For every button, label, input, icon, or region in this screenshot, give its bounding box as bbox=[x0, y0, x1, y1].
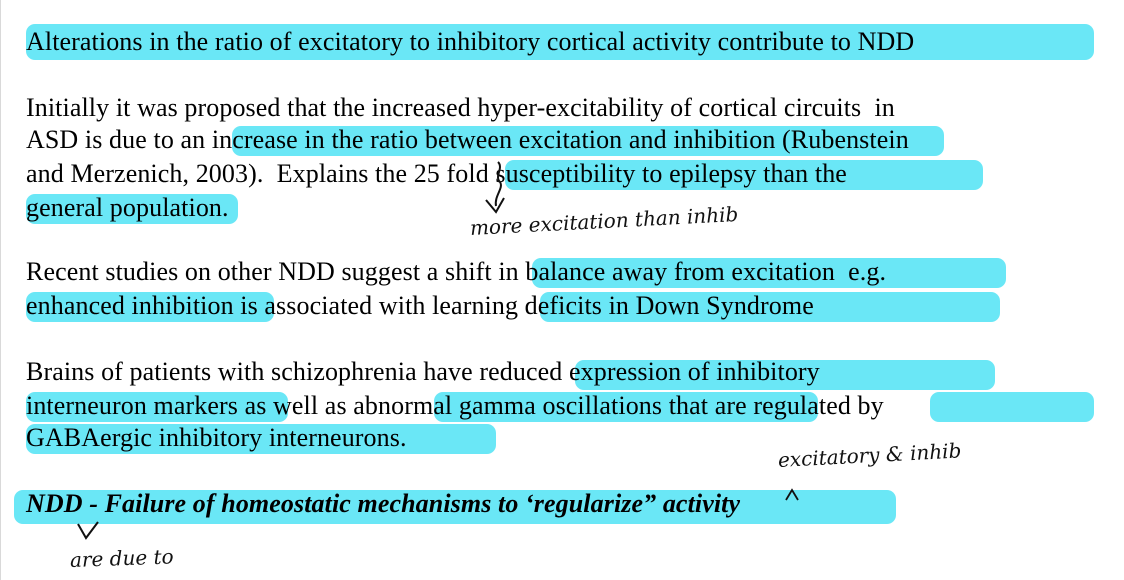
paragraph1-line1: Initially it was proposed that the increased hyper-excitability of cortical circuits in bbox=[26, 93, 895, 122]
bottom-heading: NDD - Failure of homeostatic mechanisms to ‘regularize” activity bbox=[26, 489, 741, 518]
paragraph1-line4: general population. bbox=[26, 193, 229, 222]
slide-title: Alterations in the ratio of excitatory to inhibitory cortical activity contribute to NDD bbox=[26, 27, 915, 56]
note-are-due-to: are due to bbox=[69, 544, 174, 572]
ink-caret bbox=[786, 490, 798, 500]
ink-check-mark bbox=[78, 522, 98, 538]
paragraph3-line1: Brains of patients with schizophrenia have reduced expression of inhibitory bbox=[26, 357, 820, 386]
note-excitatory-inhib: excitatory & inhib bbox=[777, 438, 962, 472]
paragraph3-line3: GABAergic inhibitory interneurons. bbox=[26, 423, 407, 452]
paragraph1-line3: and Merzenich, 2003). Explains the 25 fold susceptibility to epilepsy than the bbox=[26, 159, 847, 188]
ink-arrow-down bbox=[496, 162, 501, 206]
paragraph3-line2: interneuron markers as well as abnormal gamma oscillations that are regulated by bbox=[26, 391, 884, 420]
note-more-excitation: more excitation than inhib bbox=[469, 201, 739, 240]
paragraph1-line2: ASD is due to an increase in the ratio between excitation and inhibition (Rubenstein bbox=[26, 125, 909, 154]
paragraph2-line2: enhanced inhibition is associated with learning deficits in Down Syndrome bbox=[26, 291, 814, 320]
paragraph2-line1: Recent studies on other NDD suggest a shift in balance away from excitation e.g. bbox=[26, 257, 887, 286]
